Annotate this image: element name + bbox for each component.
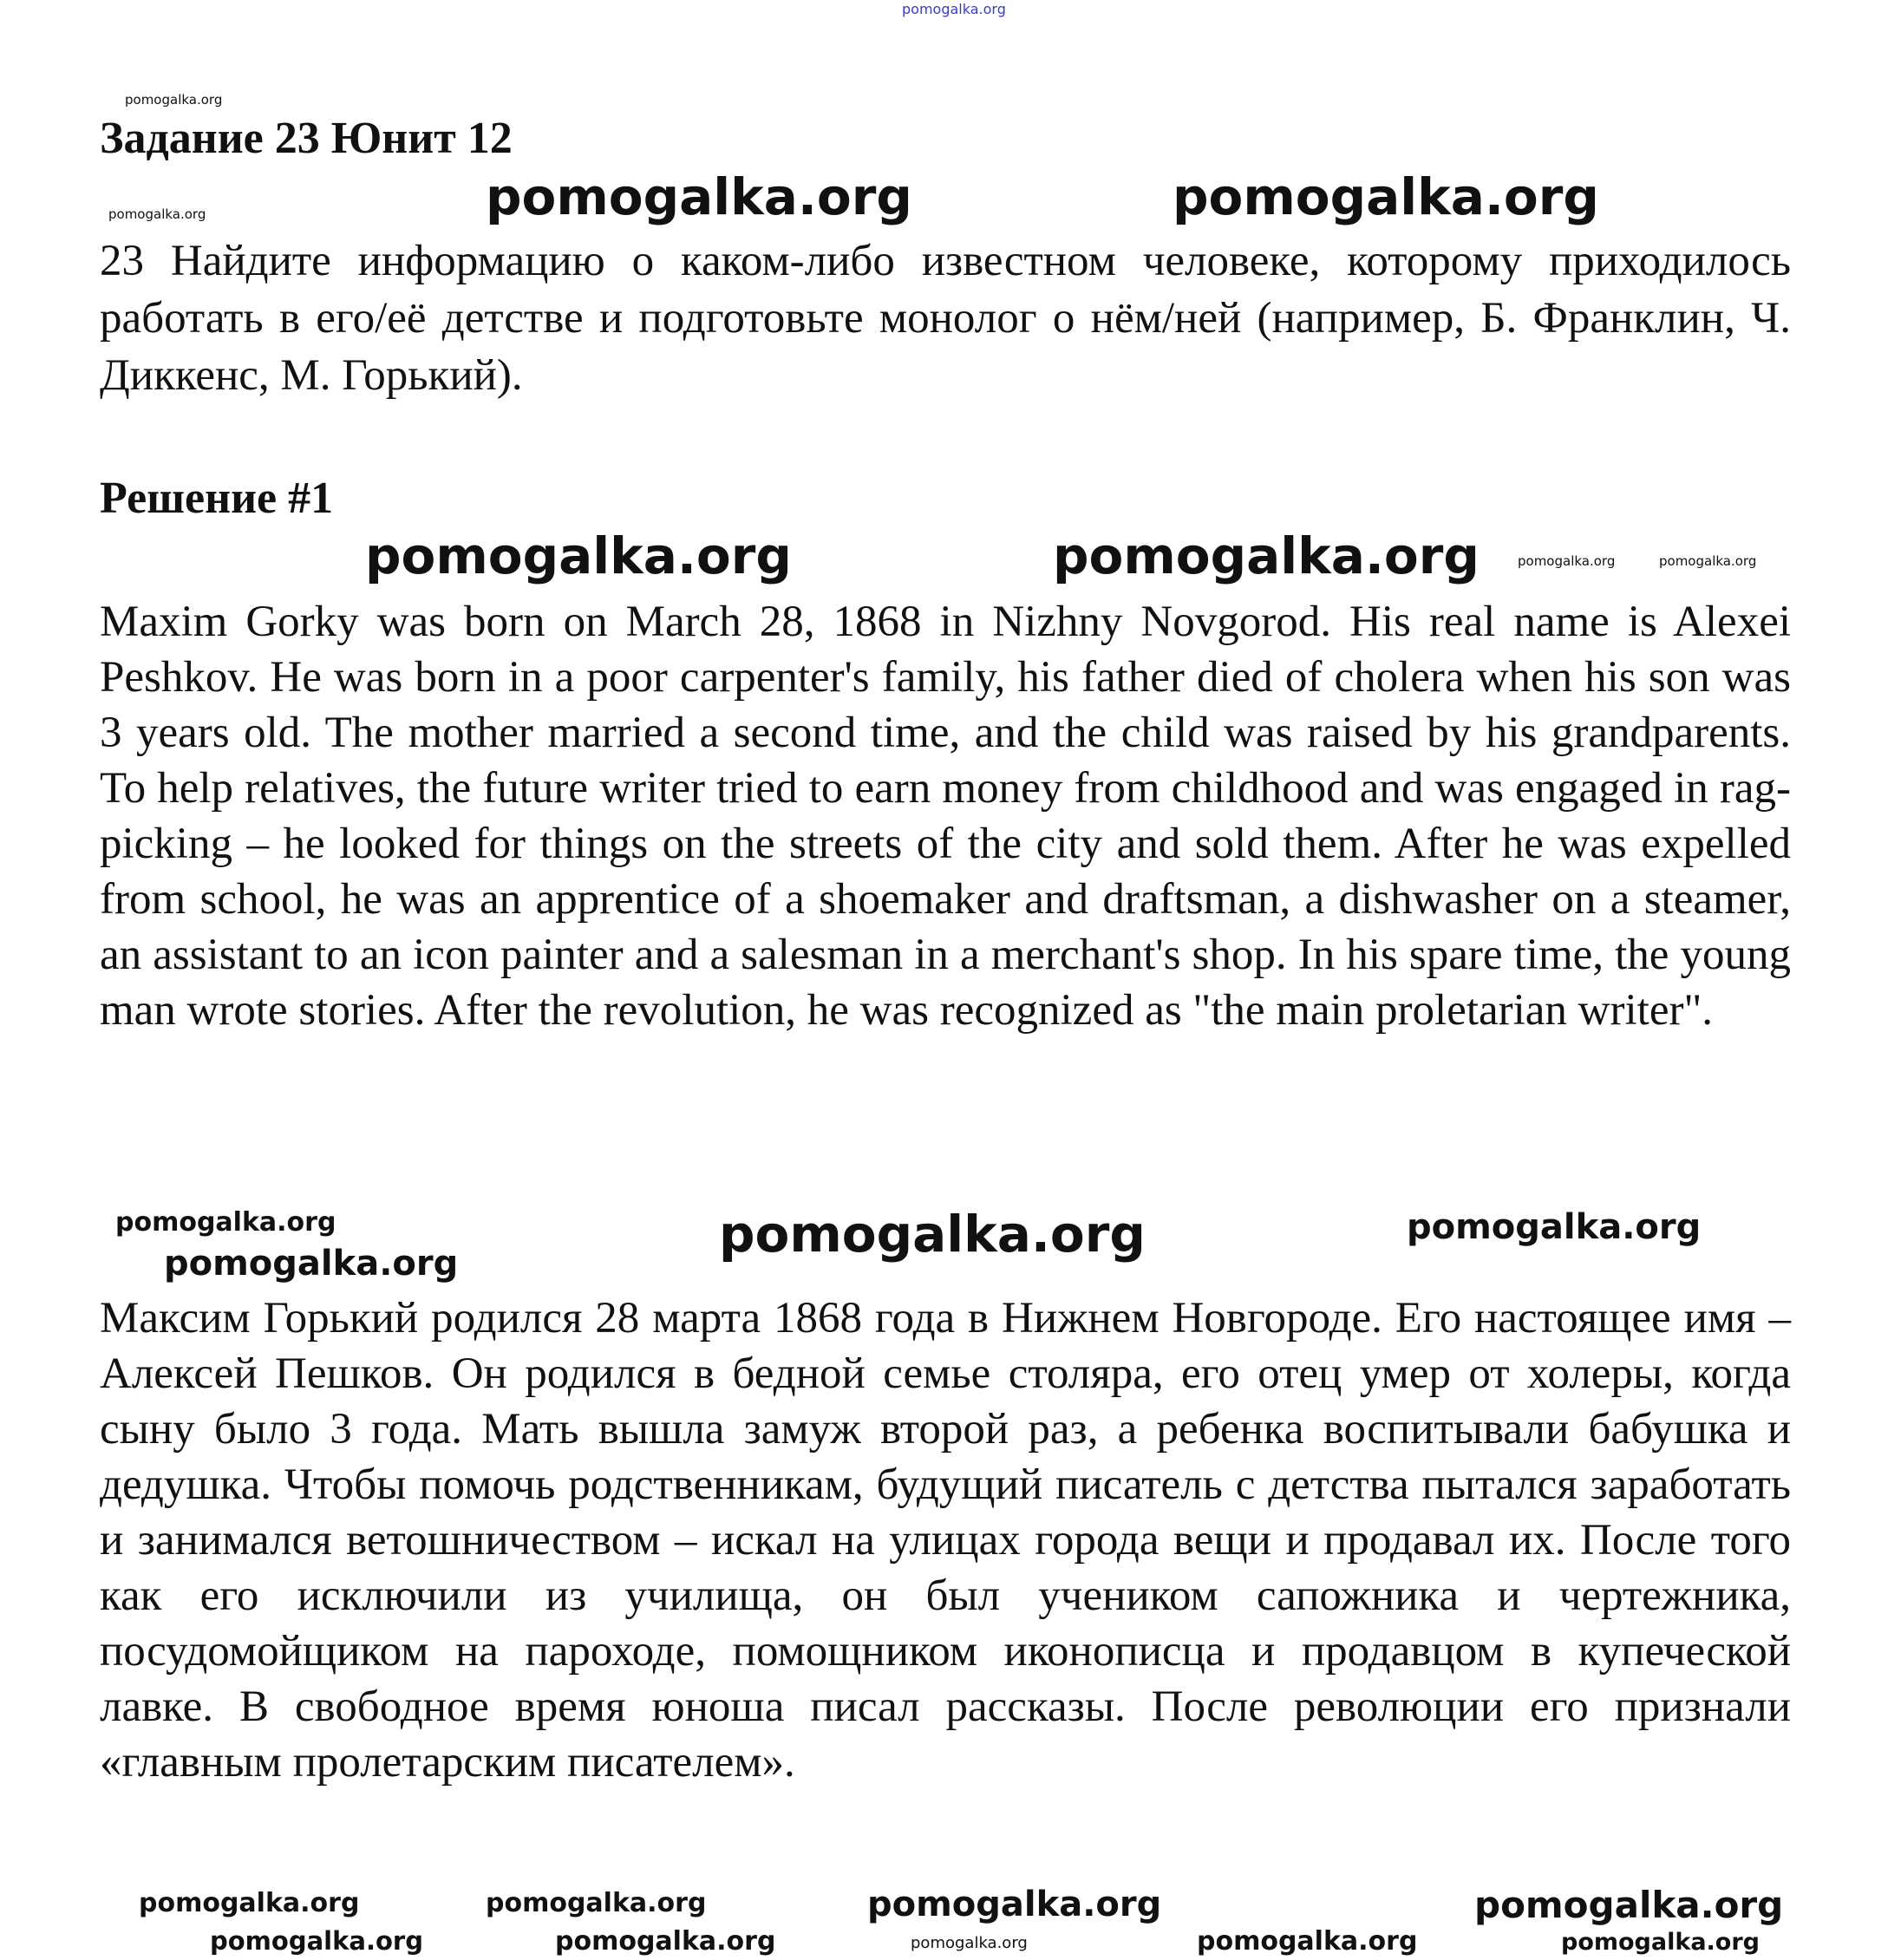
watermark: pomogalka.org [108, 206, 206, 222]
watermark: pomogalka.org [365, 526, 792, 585]
watermark: pomogalka.org [1407, 1207, 1702, 1247]
watermark: pomogalka.org [1197, 1926, 1418, 1957]
watermark: pomogalka.org [1474, 1884, 1784, 1926]
task-heading: Задание 23 Юнит 12 [100, 114, 513, 163]
watermark: pomogalka.org [139, 1888, 360, 1918]
solution-russian: Максим Горький родился 28 марта 1868 года в Нижнем Новгороде. Его настоящее имя – Алексей Пешков. Он родился в бедной семье столяра, его отец умер от холеры, когда сыну было 3 года. Мать вышла замуж второй раз, а ребенка воспитывали бабушка и дедушка. Чтобы помочь родственникам, будущий писатель с детства пытался заработать и занимался ветошничеством – искал на улицах города вещи и продавал их. После того как его исключили из училища, он был учеником сапожника и чертежника, посудомойщиком на пароходе, помощником иконописца и продавцом в купеческой лавке. В свободное время юноша писал рассказы. После революции его признали «главным пролетарским писателем». [100, 1294, 1791, 1787]
watermark: pomogalka.org [486, 167, 912, 226]
watermark: pomogalka.org [1561, 1929, 1760, 1956]
watermark: pomogalka.org [719, 1205, 1146, 1264]
solution-heading: Решение #1 [100, 474, 334, 523]
watermark: pomogalka.org [115, 1207, 336, 1238]
watermark: pomogalka.org [486, 1888, 707, 1918]
watermark: pomogalka.org [1053, 526, 1480, 585]
watermark: pomogalka.org [1659, 553, 1757, 569]
watermark: pomogalka.org [1518, 553, 1616, 569]
watermark: pomogalka.org [164, 1244, 459, 1284]
watermark: pomogalka.org [125, 92, 223, 108]
watermark: pomogalka.org [210, 1926, 423, 1956]
watermark: pomogalka.org [555, 1926, 776, 1957]
watermark: pomogalka.org [867, 1885, 1162, 1924]
watermark: pomogalka.org [911, 1934, 1028, 1952]
solution-english: Maxim Gorky was born on March 28, 1868 in Nizhny Novgorod. His real name is Alexei Peshkov. He was born in a poor carpenter's family, his father died of cholera when his son was 3 years old. The mother married a second time, and the child was raised by his grandparents. To help relatives, the future writer tried to earn money from childhood and was engaged in rag-picking – he looked for things on the streets of the city and sold them. After he was expelled from school, he was an apprentice of a shoemaker and draftsman, a dishwasher on a steamer, an assistant to an icon painter and a salesman in a merchant's shop. In his spare time, the young man wrote stories. After the revolution, he was recognized as "the main proletarian writer". [100, 598, 1791, 1035]
watermark: pomogalka.org [1173, 167, 1599, 226]
watermark: pomogalka.org [902, 1, 1006, 17]
task-text: 23 Найдите информацию о каком-либо известном человеке, которому приходилось работать в его/её детстве и подготовьте монолог о нём/ней (например, Б. Франклин, Ч. Диккенс, М. Горький). [100, 237, 1791, 400]
